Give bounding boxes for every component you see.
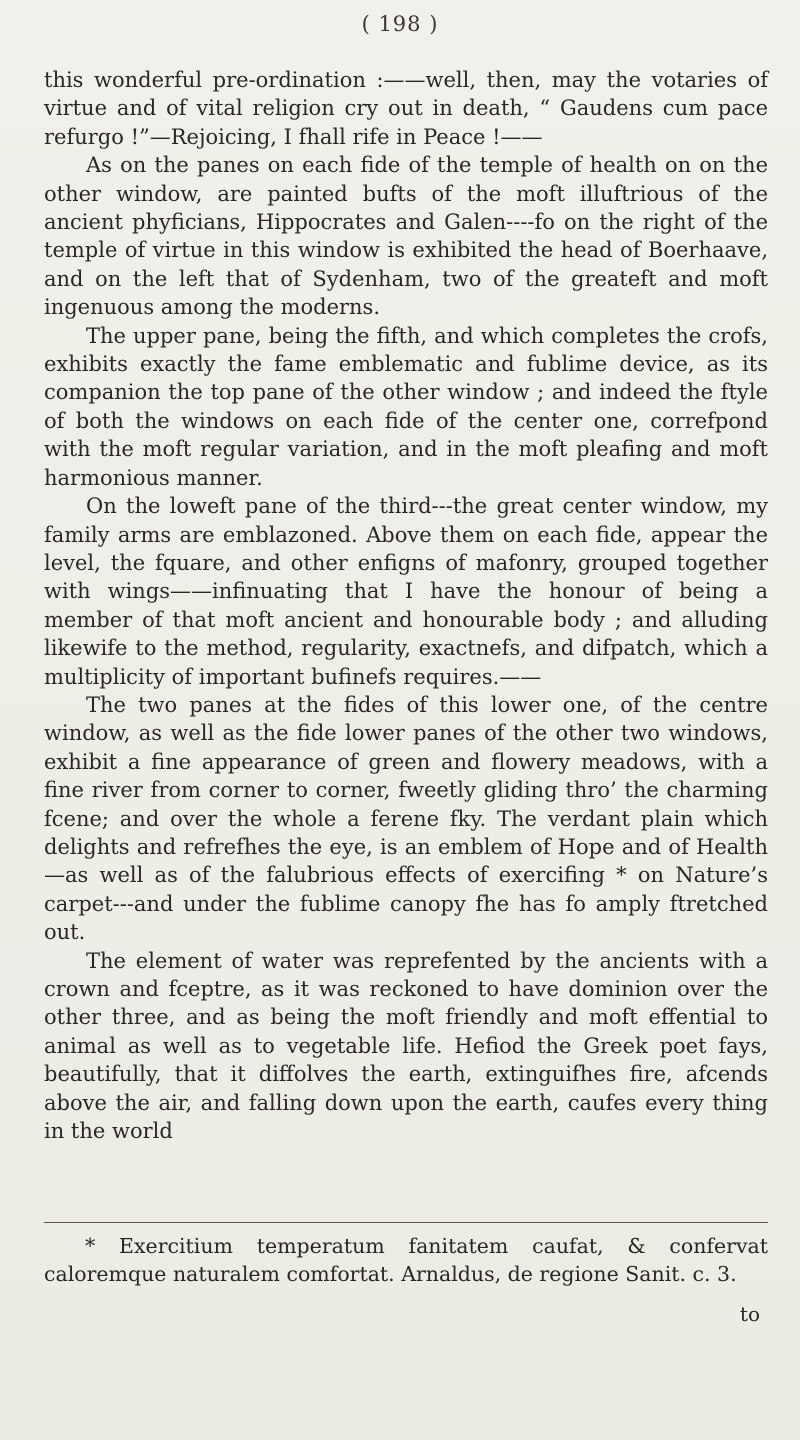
- footnote-divider: [44, 1222, 768, 1223]
- paragraph: The upper pane, being the fifth, and which completes the crofs, exhibits exactly the fame emblematic and fublime device, as its companion the top pane of the other window ; and indeed the ftyle of both the windows on each fide of the center one, correfpond with the moft regular variation, and in the moft pleafing and moft harmonious manner.: [44, 323, 768, 490]
- paragraph: As on the panes on each fide of the temple of health on on the other window, are painted bufts of the moft illuftrious of the ancient phyficians, Hippocrates and Galen----fo on the right of the temple of virtue in this window is exhibited the head of Boerhaave, and on the left that of Sydenham, two of the greateft and moft ingenuous among the moderns.: [44, 153, 768, 320]
- catchword: to: [739, 1302, 760, 1326]
- footnote: [44, 1232, 768, 1288]
- paragraph: this wonderful pre-ordination :——well, then, may the votaries of virtue and of vital religion cry out in death, “ Gaudens cum pace refurgo !”—Rejoicing, I fhall rife in Peace !——: [44, 68, 768, 149]
- paragraph: The element of water was reprefented by the ancients with a crown and fceptre, as it was reckoned to have dominion over the other three, and as being the moft friendly and moft effential to animal as well as to vegetable life. Hefiod the Greek poet fays, beautifully, that it diffolves the earth, extinguifhes fire, afcends above the air, and falling down upon the earth, caufes every thing in the world: [44, 948, 768, 1144]
- main-text: [44, 66, 768, 1145]
- paragraph: On the loweft pane of the third---the great center window, my family arms are emblazoned. Above them on each fide, appear the level, the fquare, and other enfigns of mafonry, grouped together with wings——infinuating that I have the honour of being a member of that moft ancient and honourable body ; and alluding likewife to the method, regularity, exactnefs, and difpatch, which a multiplicity of important bufinefs requires.——: [44, 494, 768, 689]
- paragraph: The two panes at the fides of this lower one, of the centre window, as well as the fide lower panes of the other two windows, exhibit a fine appearance of green and flowery meadows, with a fine river from corner to corner, fweetly gliding thro’ the charming fcene; and over the whole a ferene fky. The verdant plain which delights and refrefhes the eye, is an emblem of Hope and of Health—as well as of the falubrious effects of exercifing * on Nature’s carpet---and under the fublime canopy fhe has fo amply ftretched out.: [44, 692, 768, 945]
- page-number: ( 198 ): [361, 12, 439, 36]
- footnote-text: * Exercitium temperatum fanitatem caufat, & confervat caloremque naturalem comfortat. Arnaldus, de regione Sanit. c. 3.: [44, 1234, 768, 1286]
